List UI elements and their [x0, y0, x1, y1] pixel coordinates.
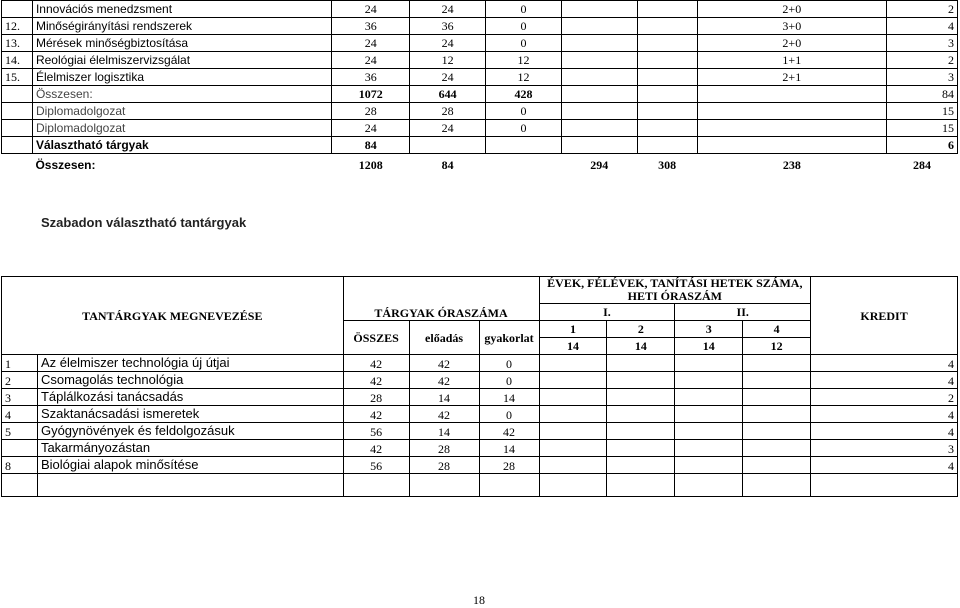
empty-cell	[675, 474, 743, 497]
semester-cell	[743, 389, 811, 406]
page-number: 18	[473, 593, 485, 607]
curriculum-table	[1, 0, 958, 176]
lecture-hours: 24	[410, 35, 486, 52]
table-row	[2, 372, 958, 389]
weekly-hours: 2+0	[697, 35, 886, 52]
subject-name: Szaktanácsadási ismeretek	[37, 406, 343, 423]
table-row	[2, 120, 958, 137]
total-header: ÖSSZES	[343, 321, 409, 355]
practice-hours: 0	[486, 120, 562, 137]
weekly-hours	[697, 120, 886, 137]
subject-name: Mérések minőségbiztosítása	[32, 35, 331, 52]
table-row	[2, 406, 958, 423]
subject-name: Reológiai élelmiszervizsgálat	[32, 52, 331, 69]
credit-value: 4	[811, 355, 958, 372]
practice-header: gyakorlat	[479, 321, 539, 355]
credit-value: 3	[887, 69, 958, 86]
empty-cell	[539, 474, 607, 497]
subject-name: Összesen:	[32, 86, 331, 103]
row-number	[2, 440, 38, 457]
table-row	[2, 389, 958, 406]
total-hours: 56	[343, 457, 409, 474]
semester-cell	[743, 457, 811, 474]
practice-hours: 0	[479, 372, 539, 389]
subject-name: Táplálkozási tanácsadás	[37, 389, 343, 406]
weekly-hours	[697, 86, 886, 103]
semester-cell	[539, 389, 607, 406]
empty-cell	[561, 69, 637, 86]
semester-cell	[675, 355, 743, 372]
credit-value: 2	[887, 52, 958, 69]
total-hours: 84	[332, 137, 410, 154]
lecture-hours: 12	[410, 52, 486, 69]
semester-total: 308	[658, 158, 677, 172]
weekly-hours: 2+1	[697, 69, 886, 86]
semester-cell	[607, 372, 675, 389]
subject-name: Gyógynövények és feldolgozásuk	[37, 423, 343, 440]
total-label: Összesen:	[35, 158, 96, 172]
row-number	[2, 1, 33, 18]
weeks-1: 14	[539, 338, 607, 355]
practice-hours: 0	[486, 18, 562, 35]
row-number	[2, 120, 33, 137]
semester-cell	[743, 406, 811, 423]
hours-header: TÁRGYAK ÓRASZÁMA	[343, 277, 539, 321]
empty-cell	[479, 474, 539, 497]
weeks-3: 14	[675, 338, 743, 355]
semester-cell	[539, 457, 607, 474]
semester-cell	[743, 423, 811, 440]
subject-name: Minőségirányítási rendszerek	[32, 18, 331, 35]
total-row	[2, 154, 958, 177]
total-hours: 36	[332, 69, 410, 86]
credit-value: 4	[887, 18, 958, 35]
weekly-hours: 2+0	[697, 1, 886, 18]
table-row	[2, 86, 958, 103]
lecture-hours: 24	[410, 1, 486, 18]
row-number	[2, 154, 33, 177]
subject-name: Takarmányozástan	[37, 440, 343, 457]
empty-cell	[37, 474, 343, 497]
empty-cell	[607, 474, 675, 497]
year-2-header: II.	[675, 304, 811, 321]
practice-hours: 12	[486, 52, 562, 69]
row-number: 2	[2, 372, 38, 389]
section-title: Szabadon választható tantárgyak	[41, 215, 247, 230]
empty-cell	[561, 35, 637, 52]
practice-hours: 0	[479, 355, 539, 372]
row-number	[2, 86, 33, 103]
empty-cell	[637, 69, 697, 86]
empty-cell	[410, 137, 486, 154]
subject-name: Az élelmiszer technológia új útjai	[37, 355, 343, 372]
empty-row	[2, 474, 958, 497]
total-hours: 42	[343, 372, 409, 389]
lecture-hours: 28	[409, 440, 479, 457]
table-row	[2, 355, 958, 372]
lecture-hours: 24	[410, 69, 486, 86]
semester-cell	[539, 440, 607, 457]
row-number: 14.	[2, 52, 33, 69]
row-number	[2, 103, 33, 120]
weekly-hours: 1+1	[697, 52, 886, 69]
credit-value: 15	[887, 103, 958, 120]
row-number: 3	[2, 389, 38, 406]
total-hours: 56	[343, 423, 409, 440]
practice-hours: 428	[486, 86, 562, 103]
lecture-hours: 28	[409, 457, 479, 474]
semester-cell	[743, 372, 811, 389]
row-number	[2, 137, 33, 154]
total-hours: 24	[332, 120, 410, 137]
semester-1-header: 1	[539, 321, 607, 338]
semester-2-header: 2	[607, 321, 675, 338]
empty-cell	[561, 137, 637, 154]
credit-value: 4	[811, 372, 958, 389]
year-1-header: I.	[539, 304, 675, 321]
empty-cell	[637, 18, 697, 35]
lecture-hours: 42	[409, 355, 479, 372]
empty-cell	[637, 120, 697, 137]
empty-cell	[561, 86, 637, 103]
weekly-hours	[697, 103, 886, 120]
subject-name: Csomagolás technológia	[37, 372, 343, 389]
row-number: 15.	[2, 69, 33, 86]
credit-value: 2	[887, 1, 958, 18]
semester-cell	[607, 440, 675, 457]
lecture-hours: 36	[410, 18, 486, 35]
credit-value: 6	[887, 137, 958, 154]
credit-value: 15	[887, 120, 958, 137]
subject-name: Biológiai alapok minősítése	[37, 457, 343, 474]
semester-cell	[539, 355, 607, 372]
lecture-header: előadás	[409, 321, 479, 355]
total-hours: 28	[343, 389, 409, 406]
empty-cell	[561, 52, 637, 69]
credit-header: KREDIT	[811, 277, 958, 355]
weeks-4: 12	[743, 338, 811, 355]
semester-cell	[539, 406, 607, 423]
empty-cell	[561, 120, 637, 137]
lecture-hours: 42	[409, 406, 479, 423]
practice-hours: 42	[479, 423, 539, 440]
practice-hours: 12	[486, 69, 562, 86]
table-row	[2, 103, 958, 120]
semester-cell	[539, 372, 607, 389]
total-lecture: 84	[441, 158, 454, 172]
lecture-hours: 14	[409, 389, 479, 406]
subject-header: TANTÁRGYAK MEGNEVEZÉSE	[2, 277, 344, 355]
semester-cell	[675, 440, 743, 457]
total-practice	[486, 154, 562, 177]
subject-name: Élelmiszer logisztika	[32, 69, 331, 86]
semester-total: 294	[590, 158, 609, 172]
empty-cell	[343, 474, 409, 497]
credit-value: 3	[811, 440, 958, 457]
empty-cell	[561, 103, 637, 120]
practice-hours: 0	[486, 35, 562, 52]
empty-cell	[637, 103, 697, 120]
semester-cell	[675, 423, 743, 440]
empty-cell	[743, 474, 811, 497]
semester-cell	[675, 406, 743, 423]
row-number: 5	[2, 423, 38, 440]
table-row	[2, 69, 958, 86]
semester-cell	[743, 440, 811, 457]
lecture-hours: 644	[410, 86, 486, 103]
semester-cell	[607, 355, 675, 372]
empty-cell	[811, 474, 958, 497]
empty-cell	[637, 137, 697, 154]
table-row	[2, 137, 958, 154]
empty-cell	[486, 137, 562, 154]
row-number: 8	[2, 457, 38, 474]
lecture-hours: 42	[409, 372, 479, 389]
semester-cell	[675, 389, 743, 406]
semester-total: 284	[913, 158, 932, 172]
table-row	[2, 440, 958, 457]
empty-cell	[637, 1, 697, 18]
table-row	[2, 423, 958, 440]
total-hours: 24	[332, 1, 410, 18]
total-hours: 1072	[332, 86, 410, 103]
semester-cell	[675, 372, 743, 389]
row-number: 13.	[2, 35, 33, 52]
table-row	[2, 457, 958, 474]
total-hours: 42	[343, 440, 409, 457]
empty-cell	[409, 474, 479, 497]
semester-cell	[607, 423, 675, 440]
semester-3-header: 3	[675, 321, 743, 338]
semester-4-header: 4	[743, 321, 811, 338]
semester-cell	[607, 406, 675, 423]
empty-cell	[2, 474, 38, 497]
semester-cell	[539, 423, 607, 440]
row-number: 1	[2, 355, 38, 372]
total-hours: 42	[343, 406, 409, 423]
practice-hours: 0	[486, 1, 562, 18]
total-hours: 28	[332, 103, 410, 120]
total-hours: 36	[332, 18, 410, 35]
practice-hours: 14	[479, 389, 539, 406]
subject-name: Diplomadolgozat	[32, 120, 331, 137]
credit-value: 3	[887, 35, 958, 52]
total-hours: 42	[343, 355, 409, 372]
table-row	[2, 35, 958, 52]
empty-cell	[697, 137, 886, 154]
semester-cell	[607, 457, 675, 474]
weekly-hours: 3+0	[697, 18, 886, 35]
total-hours: 1208	[358, 158, 383, 172]
practice-hours: 28	[479, 457, 539, 474]
total-hours: 24	[332, 52, 410, 69]
empty-cell	[637, 35, 697, 52]
table-row	[2, 18, 958, 35]
semester-total: 238	[782, 158, 801, 172]
practice-hours: 0	[479, 406, 539, 423]
lecture-hours: 24	[410, 120, 486, 137]
semester-cell	[743, 355, 811, 372]
row-number: 4	[2, 406, 38, 423]
practice-hours: 0	[486, 103, 562, 120]
practice-hours: 14	[479, 440, 539, 457]
empty-cell	[561, 1, 637, 18]
subject-name: Választható tárgyak	[32, 137, 331, 154]
years-header: ÉVEK, FÉLÉVEK, TANÍTÁSI HETEK SZÁMA, HETI ÓRASZÁM	[539, 277, 811, 304]
credit-value: 4	[811, 423, 958, 440]
row-number: 12.	[2, 18, 33, 35]
total-hours: 24	[332, 35, 410, 52]
empty-cell	[637, 52, 697, 69]
weeks-2: 14	[607, 338, 675, 355]
subject-name: Diplomadolgozat	[32, 103, 331, 120]
empty-cell	[637, 86, 697, 103]
semester-cell	[607, 389, 675, 406]
table-row	[2, 52, 958, 69]
credit-value: 4	[811, 406, 958, 423]
lecture-hours: 14	[409, 423, 479, 440]
credit-value: 4	[811, 457, 958, 474]
empty-cell	[561, 18, 637, 35]
elective-table	[1, 276, 958, 497]
subject-name: Innovációs menedzsment	[32, 1, 331, 18]
semester-cell	[675, 457, 743, 474]
credit-value: 2	[811, 389, 958, 406]
lecture-hours: 28	[410, 103, 486, 120]
credit-value: 84	[887, 86, 958, 103]
table-row	[2, 1, 958, 18]
